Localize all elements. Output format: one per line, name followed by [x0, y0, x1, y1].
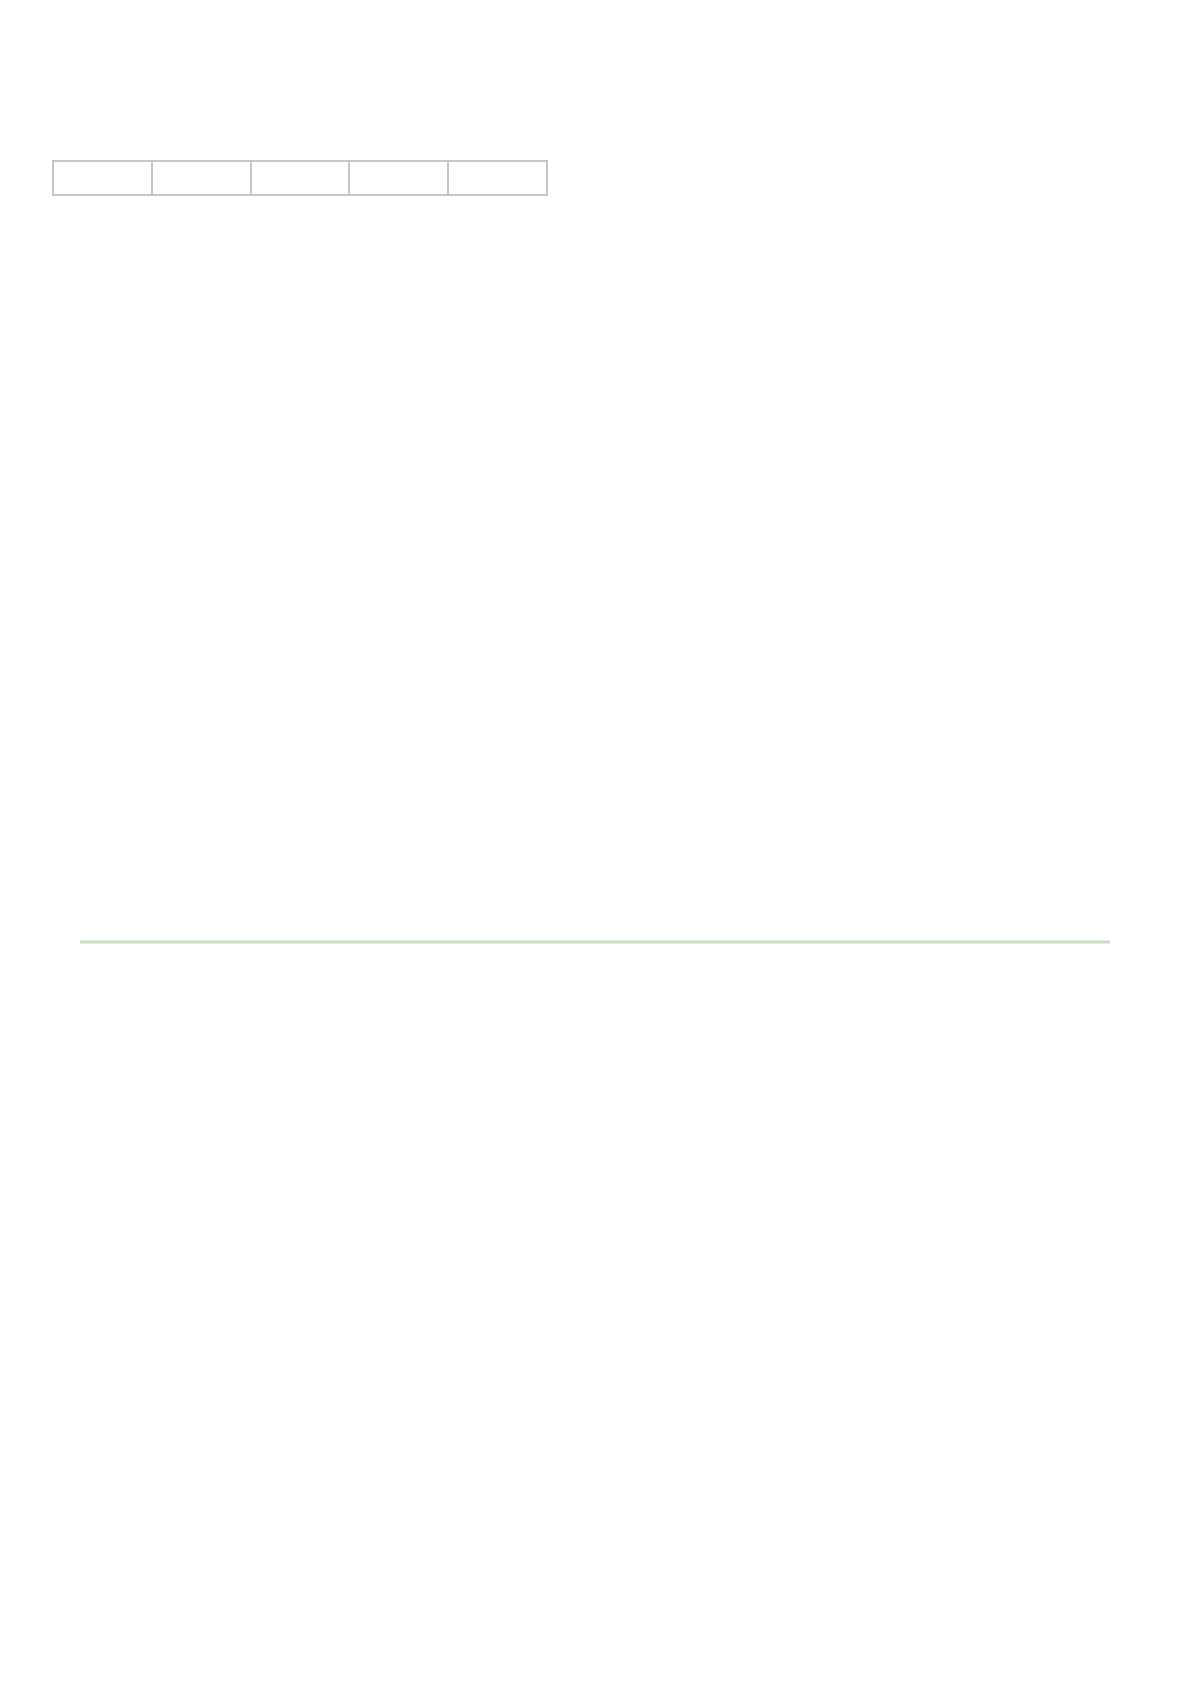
- drawings-canvas: [0, 0, 1200, 1697]
